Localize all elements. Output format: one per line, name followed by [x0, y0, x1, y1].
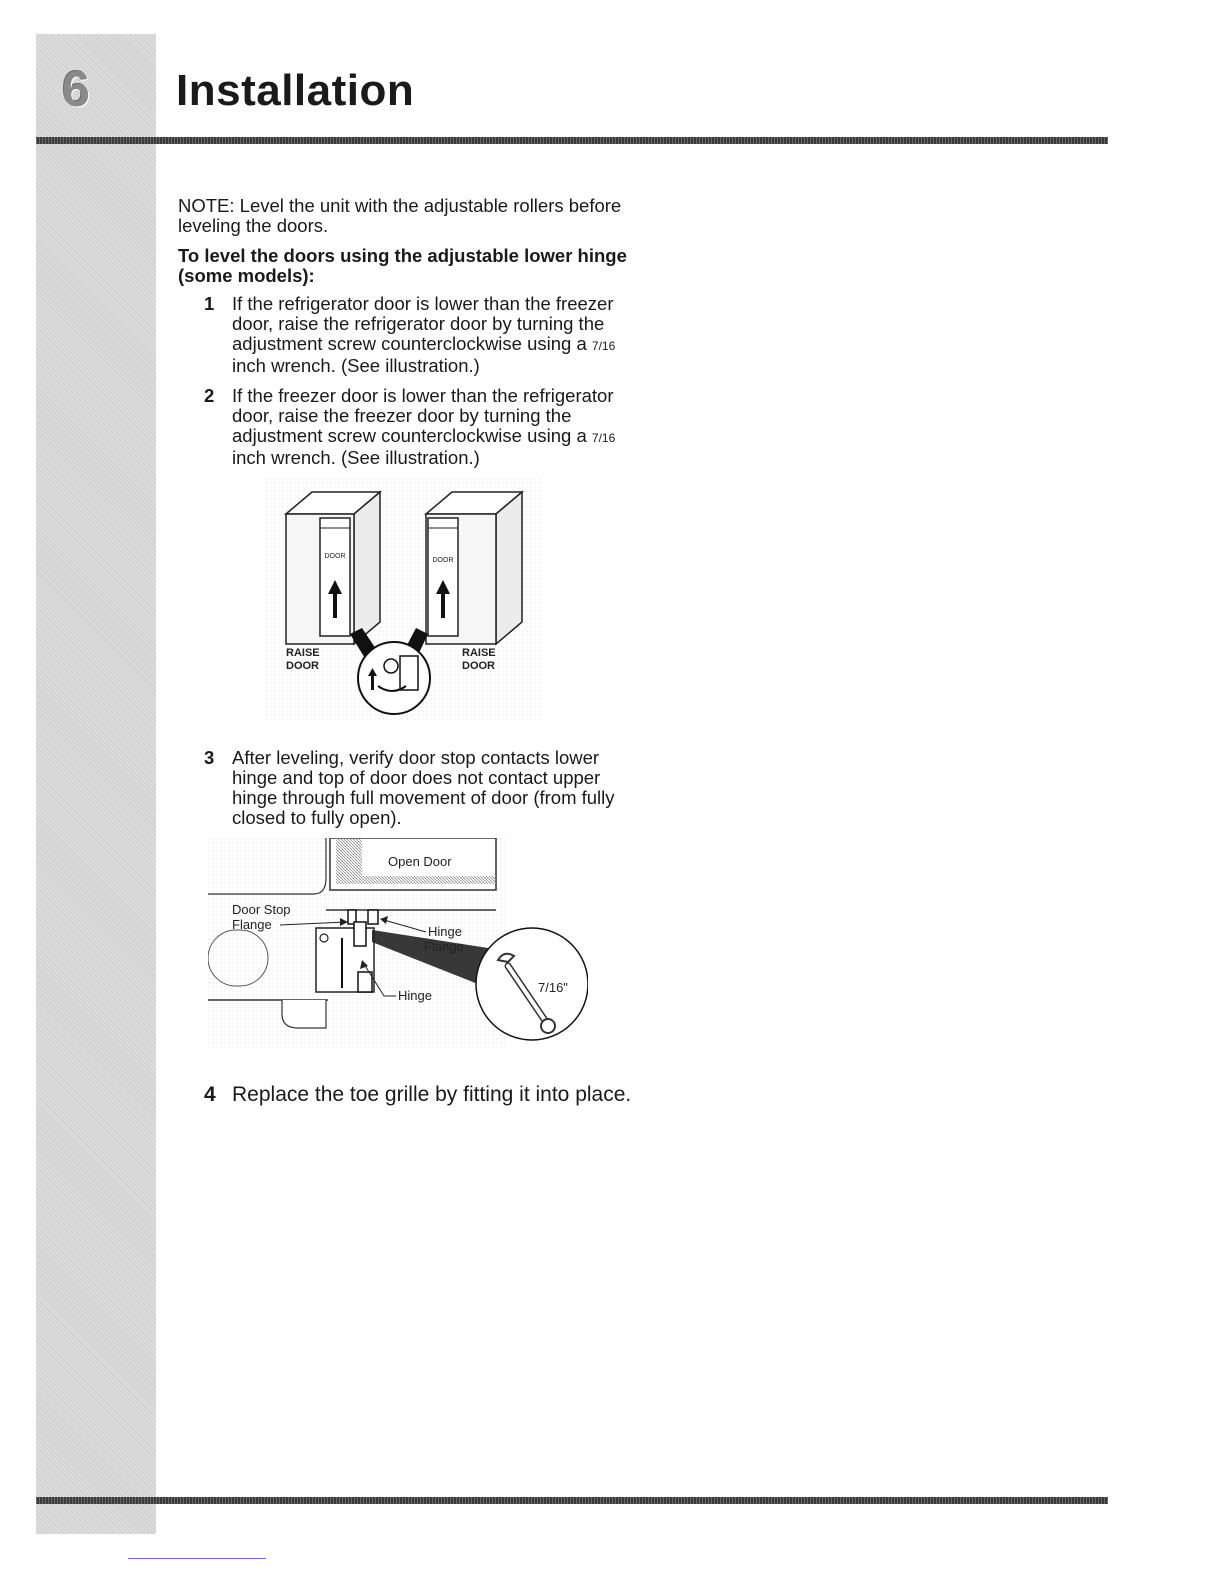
- page-title: Installation: [176, 66, 415, 115]
- chapter-sidebar: [36, 34, 156, 1534]
- list-item: [178, 294, 638, 376]
- raise-door-right-line1: RAISE: [462, 647, 496, 659]
- top-rule: [36, 137, 1108, 144]
- step-text-end: inch wrench. (See illustration.): [232, 447, 480, 468]
- step-number: 1: [204, 293, 215, 314]
- raise-door-left-line1: RAISE: [286, 647, 320, 659]
- door-stop-label-line2: Flange: [232, 917, 272, 932]
- raise-door-left-line2: DOOR: [286, 660, 319, 672]
- main-content: [178, 196, 638, 1115]
- step-text: Replace the toe grille by fitting it into place.: [232, 1083, 632, 1106]
- step-text-start: If the freezer door is lower than the refrigerator door, raise the freezer door by turning the adjustment screw counterclockwise using a: [232, 385, 614, 446]
- chapter-number: 6: [62, 61, 90, 117]
- step-number: 3: [204, 747, 215, 768]
- wrench-detail-circle: [476, 928, 588, 1040]
- door-leveling-illustration: [266, 478, 542, 720]
- step-number: 2: [204, 385, 215, 406]
- step-number: 4: [204, 1083, 216, 1106]
- step-text-end: inch wrench. (See illustration.): [232, 355, 480, 376]
- list-item: [178, 1084, 638, 1105]
- step-text-start: If the refrigerator door is lower than the freezer door, raise the refrigerator door by turning the adjustment screw counterclockwise using a: [232, 293, 614, 354]
- bottom-rule: [36, 1497, 1108, 1504]
- door-label-right: DOOR: [432, 557, 454, 564]
- procedure-heading: To level the doors using the adjustable lower hinge (some models):: [178, 245, 627, 286]
- hinge-flange-label-line1: Hinge: [428, 924, 462, 939]
- steps-list-final: [178, 1084, 638, 1105]
- list-item: [178, 386, 638, 468]
- wrench-fraction: 7/16: [591, 431, 616, 445]
- left-refrigerator-drawing: [286, 492, 380, 644]
- wrench-size-label: 7/16": [538, 980, 568, 995]
- steps-list: [178, 294, 638, 468]
- note-text: NOTE: Level the unit with the adjustable rollers before leveling the doors.: [178, 195, 622, 236]
- hinge-flange-label-line2: Flange: [424, 939, 464, 954]
- wrench-fraction: 7/16: [591, 339, 616, 353]
- steps-list-continued: [178, 748, 638, 828]
- raise-door-right-line2: DOOR: [462, 660, 495, 672]
- right-refrigerator-drawing: [426, 492, 522, 644]
- footer-link-underline: [128, 1558, 266, 1559]
- door-stop-hinge-illustration: [208, 838, 588, 1070]
- hinge-detail-circle: [358, 642, 430, 714]
- open-door-label: Open Door: [388, 854, 452, 869]
- door-stop-label-line1: Door Stop: [232, 902, 291, 917]
- list-item: [178, 748, 638, 828]
- hinge-label: Hinge: [398, 988, 432, 1003]
- step-text: After leveling, verify door stop contacts lower hinge and top of door does not contact upper hinge through full movement of door (from fully closed to fully open).: [232, 747, 615, 828]
- door-label-left: DOOR: [324, 553, 346, 560]
